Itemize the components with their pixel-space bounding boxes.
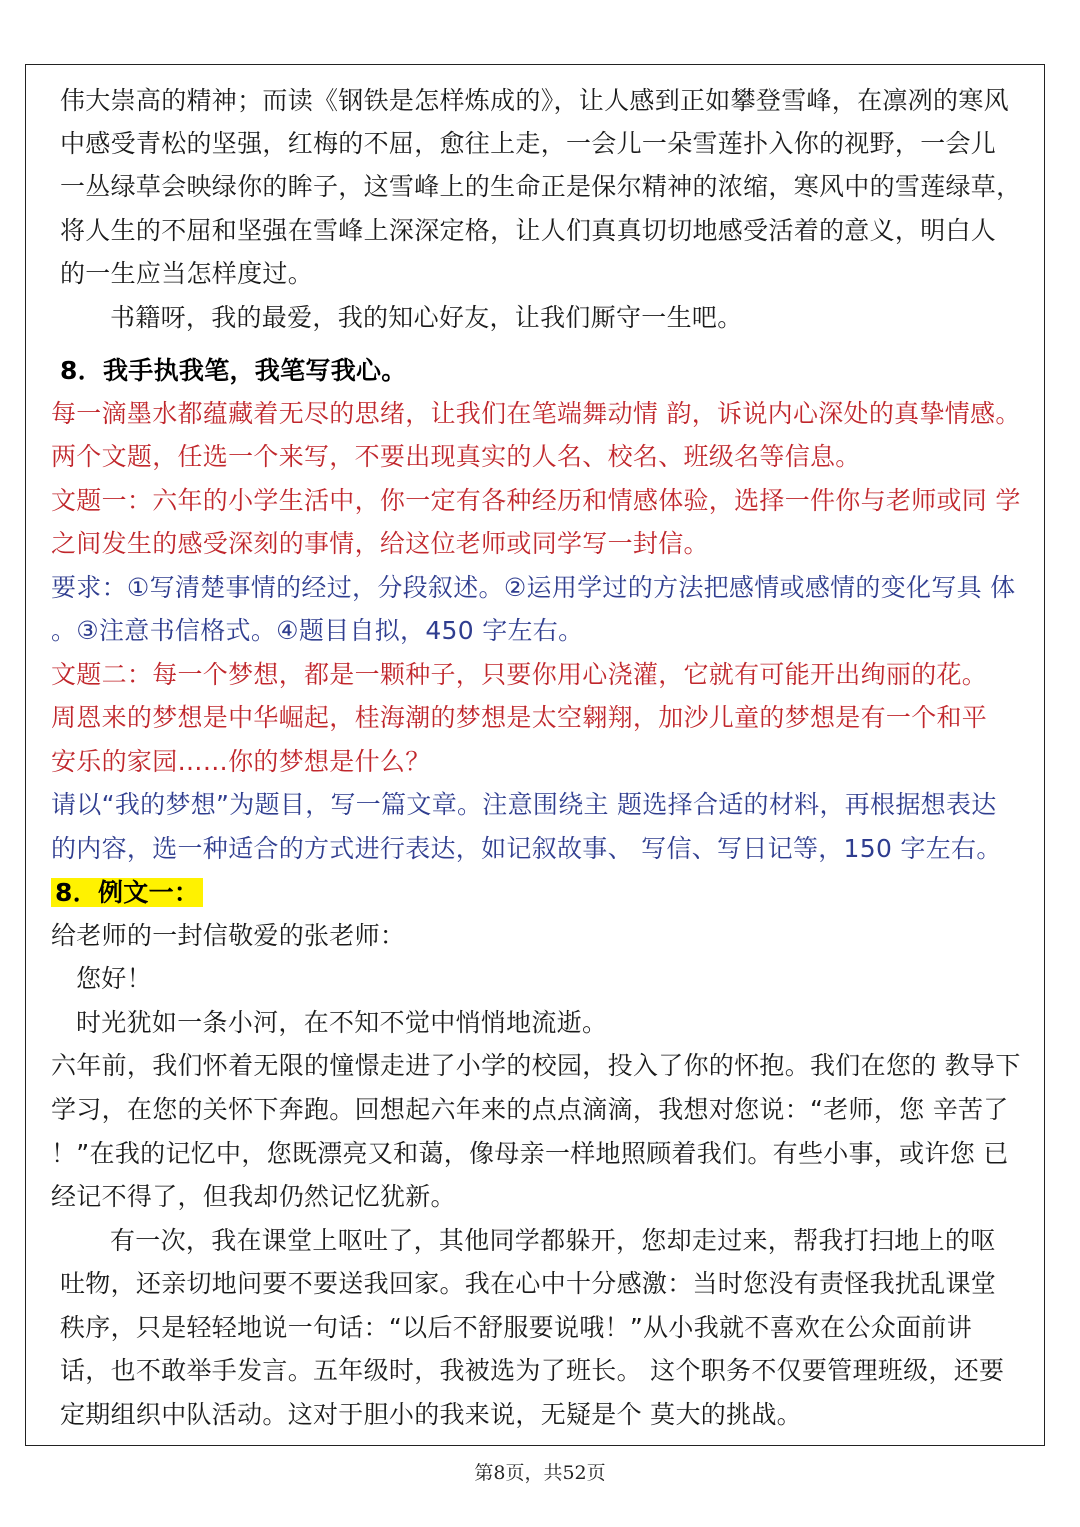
page-frame [25, 64, 1045, 1446]
para2-line: 书籍呀，我的最爱，我的知心好友，让我们厮守一生吧。 [110, 303, 743, 332]
para1-line: 伟大崇高的精神；而读《钢铁是怎样炼成的》，让人感到正如攀登雪峰，在凛冽的寒风 [60, 86, 1009, 115]
para1-line: 的一生应当怎样度过。 [60, 259, 314, 288]
para1-line: 一丛绿草会映绿你的眸子，这雪峰上的生命正是保尔精神的浓缩，寒风中的雪莲绿草， [60, 172, 1022, 201]
prompt-line: 文题二：每一个梦想，都是一颗种子，只要你用心浇灌，它就有可能开出绚丽的花。 [51, 660, 988, 689]
letter-line: 吐物，还亲切地问要不要送我回家。我在心中十分感激：当时您没有责怪我扰乱课堂 [60, 1269, 997, 1298]
letter-line: ！”在我的记忆中，您既漂亮又和蔼，像母亲一样地照顾着我们。有些小事，或许您 已 [51, 1139, 1009, 1168]
prompt-line: 周恩来的梦想是中华崛起，桂海潮的梦想是太空翱翔，加沙儿童的梦想是有一个和平 [51, 703, 988, 732]
prompt-line: 安乐的家园……你的梦想是什么？ [51, 747, 431, 776]
letter-line: 您好！ [76, 964, 152, 993]
letter-line: 秩序，只是轻轻地说一句话：“以后不舒服要说哦！”从小我就不喜欢在公众面前讲 [60, 1313, 973, 1342]
example-heading [51, 877, 203, 909]
page-number: 第8页，共52页 [474, 1462, 606, 1484]
requirement-line: 要求：①写清楚事情的经过，分段叙述。②运用学过的方法把感情或感情的变化写具 体 [51, 573, 1016, 602]
letter-line: 有一次，我在课堂上呕吐了，其他同学都躲开，您却走过来，帮我打扫地上的呕 [110, 1226, 996, 1255]
letter-line: 时光犹如一条小河，在不知不觉中悄悄地流逝。 [76, 1008, 608, 1037]
requirement-line: 请以“我的梦想”为题目，写一篇文章。注意围绕主 题选择合适的材料，再根据想表达 [51, 790, 997, 819]
letter-line: 经记不得了，但我却仍然记忆犹新。 [51, 1182, 456, 1211]
requirement-line: 。③注意书信格式。④题目自拟，450 字左右。 [51, 616, 584, 645]
section-heading: 8．我手执我笔，我笔写我心。 [60, 356, 407, 385]
letter-line: 给老师的一封信敬爱的张老师： [51, 921, 406, 950]
prompt-line: 之间发生的感受深刻的事情，给这位老师或同学写一封信。 [51, 529, 709, 558]
letter-line: 学习，在您的关怀下奔跑。回想起六年来的点点滴滴，我想对您说：“老师，您 辛苦了 [51, 1095, 1009, 1124]
prompt-line: 文题一：六年的小学生活中，你一定有各种经历和情感体验，选择一件你与老师或同 学 [51, 486, 1021, 515]
prompt-line: 每一滴墨水都蕴藏着无尽的思绪，让我们在笔端舞动情 韵，诉说内心深处的真挚情感。 [51, 399, 1021, 428]
letter-line: 定期组织中队活动。这对于胆小的我来说，无疑是个 莫大的挑战。 [60, 1400, 802, 1429]
letter-line: 话，也不敢举手发言。五年级时，我被选为了班长。 这个职务不仅要管理班级，还要 [60, 1356, 1005, 1385]
example-heading-text: 8．例文一： [51, 878, 203, 907]
requirement-line: 的内容，选一种适合的方式进行表达，如记叙故事、 写信、写日记等，150 字左右。 [51, 834, 1002, 863]
para1-line: 将人生的不屈和坚强在雪峰上深深定格，让人们真真切切地感受活着的意义，明白人 [60, 216, 997, 245]
prompt-line: 两个文题，任选一个来写，不要出现真实的人名、校名、班级名等信息。 [51, 442, 861, 471]
para1-line: 中感受青松的坚强，红梅的不屈，愈往上走，一会儿一朵雪莲扑入你的视野，一会儿 [60, 129, 997, 158]
letter-line: 六年前，我们怀着无限的憧憬走进了小学的校园，投入了你的怀抱。我们在您的 教导下 [51, 1051, 1021, 1080]
